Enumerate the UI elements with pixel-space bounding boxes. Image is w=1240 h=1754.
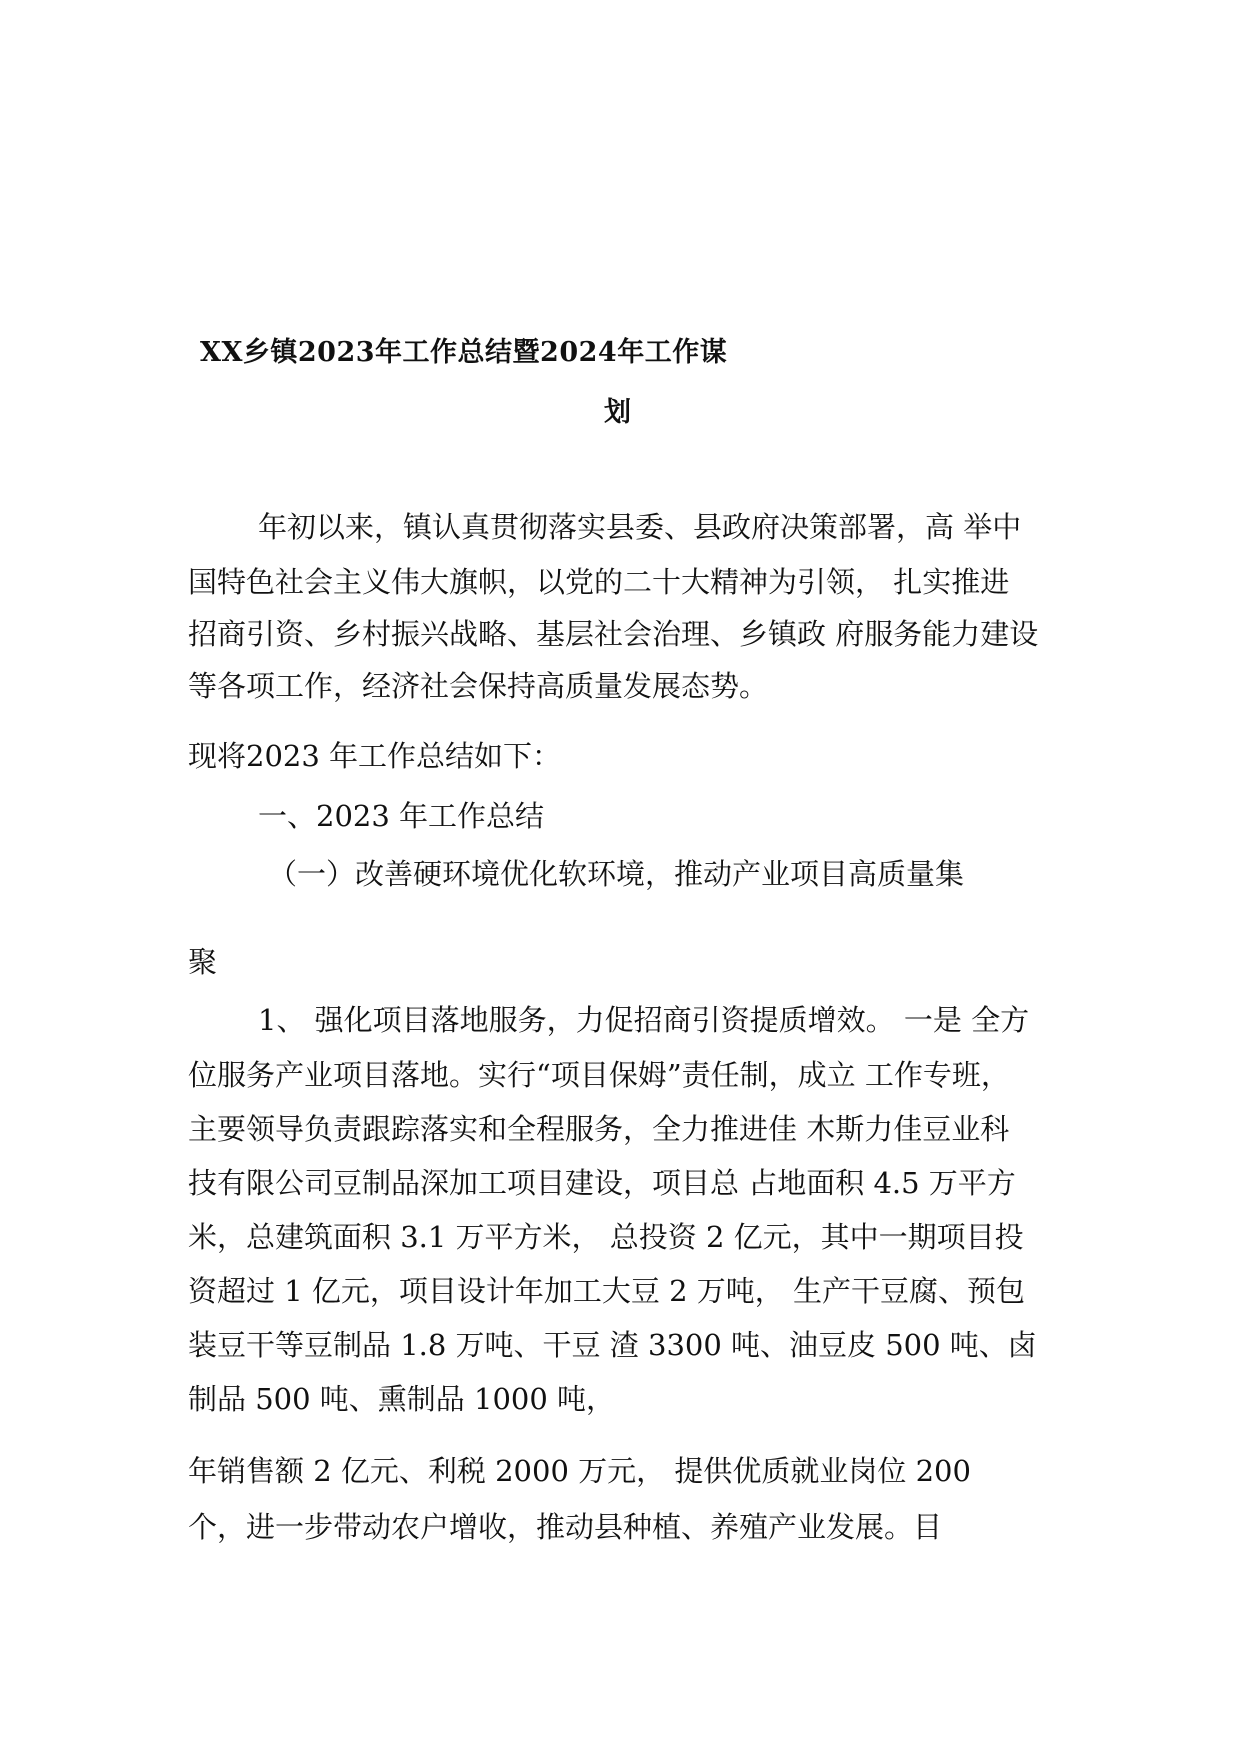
item1-line-1: 1、 强化项目落地服务，力促招商引资提质增效。 一是 全方 [258, 1003, 1030, 1037]
item1-line-8: 制品 500 吨、熏制品 1000 吨， [188, 1382, 616, 1416]
document-title-continuation: 划 [604, 397, 631, 428]
intro-line-4: 等各项工作，经济社会保持高质量发展态势。 [188, 669, 769, 703]
lead-in-line: 现将2023 年工作总结如下： [188, 739, 562, 773]
intro-line-1: 年初以来，镇认真贯彻落实县委、县政府决策部署，高 举中 [258, 510, 1022, 544]
continuation-line-2: 个，进一步带动农户增收，推动县种植、养殖产业发展。目 [188, 1510, 943, 1544]
subsection-heading: （一）改善硬环境优化软环境，推动产业项目高质量集 [268, 857, 965, 891]
section-heading: 一、2023 年工作总结 [258, 799, 545, 833]
item1-line-4: 技有限公司豆制品深加工项目建设，项目总 占地面积 4.5 万平方 [188, 1166, 1016, 1200]
intro-line-3: 招商引资、乡村振兴战略、基层社会治理、乡镇政 府服务能力建设 [188, 617, 1039, 651]
intro-line-2: 国特色社会主义伟大旗帜，以党的二十大精神为引领， 扎实推进 [188, 565, 1010, 599]
item1-line-2: 位服务产业项目落地。实行“项目保姆”责任制，成立 工作专班， [188, 1058, 1010, 1092]
subsection-heading-wrap: 聚 [188, 945, 218, 979]
item1-line-3: 主要领导负责跟踪落实和全程服务，全力推进佳 木斯力佳豆业科 [188, 1112, 1010, 1146]
item1-line-6: 资超过 1 亿元，项目设计年加工大豆 2 万吨， 生产干豆腐、预包 [188, 1274, 1025, 1308]
item1-line-5: 米，总建筑面积 3.1 万平方米， 总投资 2 亿元，其中一期项目投 [188, 1220, 1024, 1254]
document-title: XX乡镇2023年工作总结暨2024年工作谋 [200, 337, 728, 368]
continuation-line-1: 年销售额 2 亿元、利税 2000 万元， 提供优质就业岗位 200 [188, 1454, 971, 1488]
item1-line-7: 装豆干等豆制品 1.8 万吨、干豆 渣 3300 吨、油豆皮 500 吨、卤 [188, 1328, 1037, 1362]
